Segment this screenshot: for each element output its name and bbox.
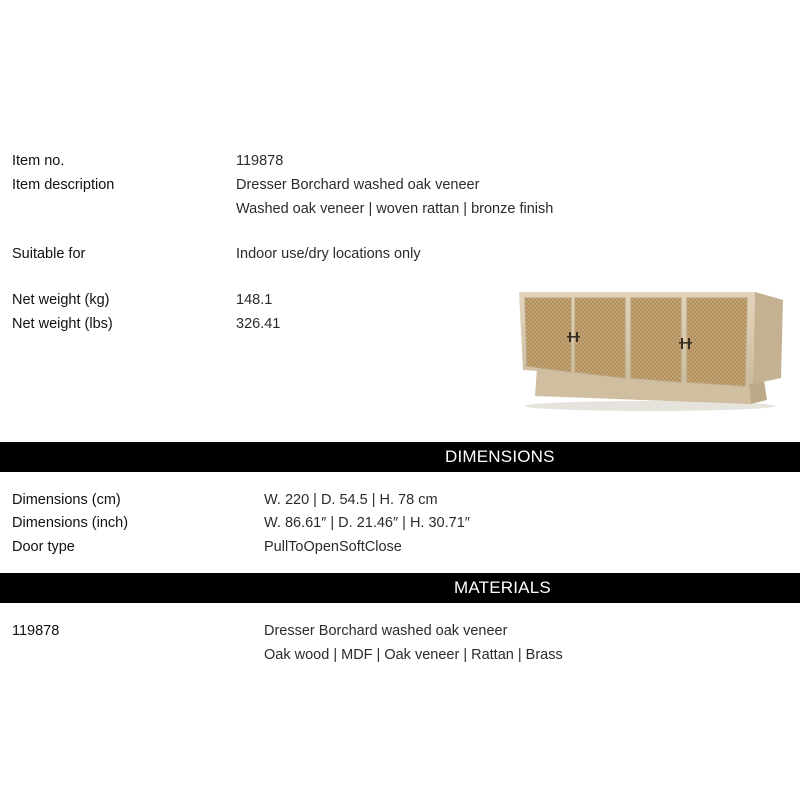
item-description-line2: Washed oak veneer | woven rattan | bronze finish bbox=[236, 201, 554, 217]
materials-header-bar bbox=[0, 573, 800, 603]
door-type-label: Door type bbox=[12, 539, 75, 555]
item-no-value: 119878 bbox=[236, 153, 284, 169]
materials-line2: Oak wood | MDF | Oak veneer | Rattan | Brass bbox=[264, 647, 563, 663]
item-description-label: Item description bbox=[12, 177, 115, 193]
dimensions-header-bar bbox=[0, 442, 800, 472]
materials-item-no: 119878 bbox=[12, 623, 60, 639]
dresser-product-image bbox=[515, 288, 785, 414]
door-type-value: PullToOpenSoftClose bbox=[264, 539, 402, 555]
net-weight-lbs-label: Net weight (lbs) bbox=[12, 316, 113, 332]
materials-heading: MATERIALS bbox=[454, 578, 551, 597]
dimensions-inch-value: W. 86.61″ | D. 21.46″ | H. 30.71″ bbox=[264, 515, 470, 531]
net-weight-kg-label: Net weight (kg) bbox=[12, 292, 110, 308]
dimensions-inch-label: Dimensions (inch) bbox=[12, 515, 129, 531]
suitable-for-label: Suitable for bbox=[12, 246, 86, 262]
item-no-label: Item no. bbox=[12, 153, 65, 169]
dimensions-cm-label: Dimensions (cm) bbox=[12, 492, 121, 508]
dimensions-cm-value: W. 220 | D. 54.5 | H. 78 cm bbox=[264, 492, 438, 508]
suitable-for-value: Indoor use/dry locations only bbox=[236, 246, 421, 262]
materials-line1: Dresser Borchard washed oak veneer bbox=[264, 623, 508, 639]
net-weight-lbs-value: 326.41 bbox=[236, 316, 281, 332]
net-weight-kg-value: 148.1 bbox=[236, 292, 273, 308]
dimensions-heading: DIMENSIONS bbox=[445, 447, 555, 466]
item-description-line1: Dresser Borchard washed oak veneer bbox=[236, 177, 480, 193]
